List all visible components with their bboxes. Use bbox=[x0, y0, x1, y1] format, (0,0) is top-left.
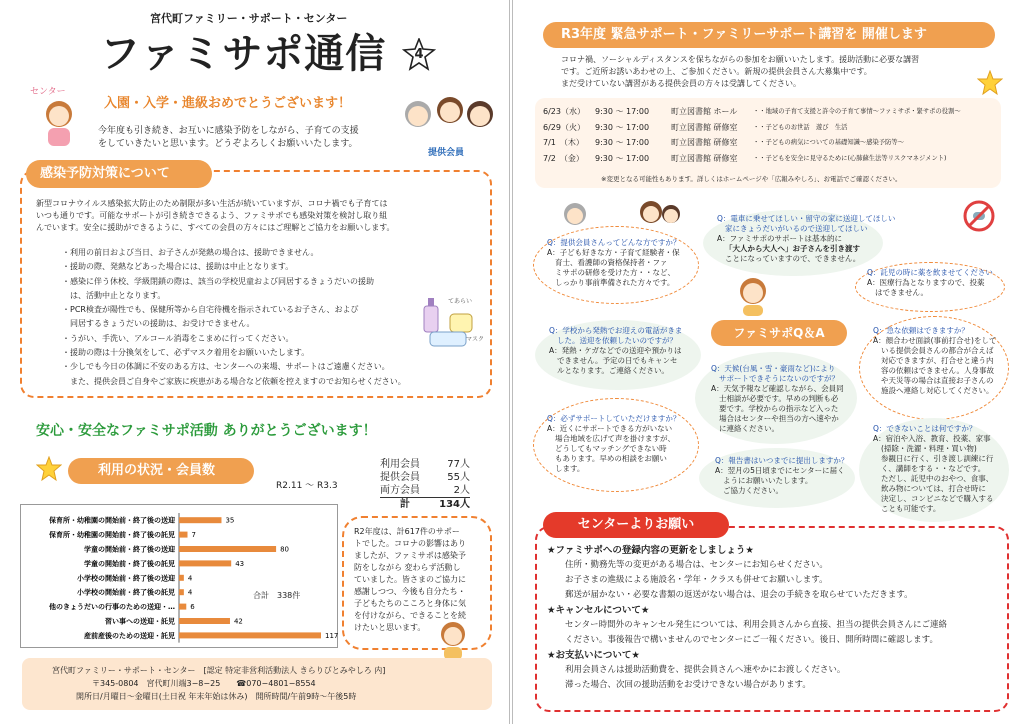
qa-question: サポートできそうにないのですが？ bbox=[719, 374, 839, 383]
qa-answer: A：近くにサポートできる方がいない bbox=[547, 424, 673, 433]
provider-illustration bbox=[400, 92, 498, 142]
intro-line: まだ受けていない講習がある提供会員の方々は受講してください。 bbox=[561, 79, 801, 88]
request-line: お子さまの進級による施設名・学年・クラスも併せてお願いします。 bbox=[565, 575, 828, 585]
schedule-time: 9:30 〜 17:00 bbox=[595, 122, 650, 132]
requests-content bbox=[547, 544, 1003, 693]
newsletter-title: ファミサポ通信 bbox=[100, 31, 387, 77]
qa-answer: 場合はセンターや担当の方へ速やか bbox=[719, 414, 839, 423]
greeting-line: をしていきたいと思います。どうぞよろしくお願いいたします。 bbox=[98, 139, 358, 149]
qa-answer: いる提供会員さんの都合が合えば bbox=[881, 346, 994, 355]
chart-value-label: 117 bbox=[325, 631, 339, 640]
chart-bar bbox=[179, 632, 321, 638]
member-label: 利用会員 bbox=[380, 459, 420, 470]
chart-value-label: 42 bbox=[233, 617, 243, 626]
note-line: R2年度は、計617件のサポー bbox=[354, 527, 460, 536]
qa-answer: ことも可能です。 bbox=[881, 504, 941, 513]
infection-intro bbox=[36, 198, 395, 234]
thanks-banner: 安心・安全なファミサポ活動 ありがとうございます！ bbox=[36, 423, 377, 439]
qa-question: Q：必ずサポートしていただけますか？ bbox=[547, 414, 681, 423]
infection-bullets bbox=[62, 246, 406, 389]
qa-item bbox=[711, 364, 844, 434]
qa-answer: はできません。 bbox=[875, 288, 928, 297]
qa-answer: A：子ども好きな方・子育て経験者・保 bbox=[547, 248, 680, 257]
chart-bar bbox=[179, 560, 231, 566]
qa-answer: ようにお願いいたします。 bbox=[723, 476, 813, 485]
qa-item bbox=[547, 414, 680, 474]
qa-question: Q：急な依頼はできますか？ bbox=[873, 326, 969, 335]
intro-line: コロナ禍、ソーシャルディスタンスを保ちながらの参加をお願いいたします。援助活動に必要な講習 bbox=[561, 55, 920, 64]
request-line: センター時間外のキャンセル発生については、利用会員さんから直接、担当の提供会員さんにご連絡 bbox=[565, 620, 947, 630]
staff-illustration bbox=[735, 276, 771, 316]
center-label: センター bbox=[30, 87, 66, 97]
qa-answer: どうしてもマッチングできない時 bbox=[555, 444, 667, 453]
member-row bbox=[380, 458, 470, 471]
bullet-item: ・感染に伴う休校、学級閉鎖の際は、該当の学校児童および同居するきょうだいの援助 bbox=[62, 276, 374, 286]
no-medicine-icon bbox=[963, 200, 995, 232]
chart-value-label: 43 bbox=[235, 559, 245, 568]
intro-line: です。ご近所お誘いあわせの上、ご参加ください。新規の提供会員さん大募集中です。 bbox=[561, 67, 872, 76]
request-line: 郵送が届かない・必要な書類の返送がない場合は、退会の手続きを取らせていただきます。 bbox=[565, 590, 913, 600]
bullet-item: ・援助の際は十分換気をして、必ずマスク着用をお願いいたします。 bbox=[62, 348, 310, 358]
qa-answer: A：宿泊や入浴、教育、投薬、家事 bbox=[873, 434, 991, 443]
qa-answer: 対応できますが、打合せと違う内 bbox=[881, 356, 994, 365]
usage-header: 利用の状況・会員数 bbox=[68, 458, 254, 484]
member-counts bbox=[380, 458, 470, 511]
usage-bar-chart bbox=[21, 505, 339, 649]
chart-bar bbox=[179, 589, 184, 595]
member-total-label: 計 bbox=[400, 499, 410, 510]
chart-value-label: 7 bbox=[191, 531, 196, 540]
chart-category-label: 小学校の開始前・終了後の送迎 bbox=[77, 574, 175, 583]
chart-bar bbox=[179, 532, 187, 538]
qa-answer: や天災等の場合は直接お子さんの bbox=[881, 376, 994, 385]
usage-chart bbox=[20, 504, 338, 648]
qa-answer: ルとなります。ご連絡ください。 bbox=[557, 366, 669, 375]
note-line: ていました。皆さまのご協力に bbox=[354, 575, 466, 584]
chart-total bbox=[253, 590, 300, 601]
schedule-place: 町立図書館 研修室 bbox=[671, 153, 738, 163]
bullet-item: 同居するきょうだいの援助は、お受けできません。 bbox=[62, 319, 255, 329]
qa-answer: 要です。学校からの指示など入った bbox=[719, 404, 839, 413]
chart-value-label: 80 bbox=[280, 545, 290, 554]
note-line: ましたが、ファミサポは感染予 bbox=[354, 551, 466, 560]
footer-contact bbox=[52, 677, 385, 690]
schedule-topic: ・・子どもを安全に見守るために(心肺蘇生法等リスクマネジメント) bbox=[753, 154, 947, 162]
schedule-time: 9:30 〜 17:00 bbox=[595, 107, 650, 116]
schedule-topic: ・・地域の子育て支援と許令の子育て事情〜ファミサポ・緊サポの役割〜 bbox=[753, 108, 961, 115]
qa-answer: 場合地域を広げて声を掛けますが、 bbox=[555, 434, 675, 443]
qa-answer: 施設へ連絡し対応してください。 bbox=[881, 386, 994, 395]
usage-period: R2.11 〜 R3.3 bbox=[276, 481, 338, 491]
request-title: ★お支払いについて★ bbox=[547, 650, 640, 661]
chart-bar bbox=[179, 604, 186, 610]
issue-number: 4 bbox=[414, 47, 424, 62]
qa-answer: 参観日に行く、引き渡し訓練に行 bbox=[881, 454, 994, 463]
qa-answer: A：医療行為となりますので、投薬 bbox=[867, 278, 985, 287]
intro-line: 新型コロナウイルス感染拡大防止のため制限が多い生活が続いていますが、コロナ禍でも子育ては bbox=[36, 199, 388, 208]
staff-illustration bbox=[436, 620, 470, 660]
qa-answer: 飲み物については、打合せ時に bbox=[881, 484, 986, 493]
course-header: R3年度 緊急サポート・ファミリーサポート講習を 開催します bbox=[543, 22, 995, 48]
qa-item bbox=[867, 268, 993, 298]
org-header: 宮代町ファミリー・サポート・センター bbox=[150, 12, 348, 25]
schedule-row bbox=[543, 120, 961, 136]
qa-item bbox=[717, 214, 895, 264]
schedule-place: 町立図書館 研修室 bbox=[671, 138, 738, 147]
member-value: 2人 bbox=[453, 485, 470, 496]
chart-bar bbox=[179, 575, 184, 581]
issue-badge bbox=[402, 38, 436, 72]
greeting bbox=[98, 125, 359, 151]
qa-answer: 育士、看護師の資格保持者・ファ bbox=[555, 258, 668, 267]
schedule-list bbox=[543, 104, 961, 166]
chart-category-label: 学童の開始前・終了後の託児 bbox=[84, 559, 175, 568]
chart-value-label: 35 bbox=[225, 516, 235, 525]
member-row bbox=[380, 471, 470, 484]
member-total-row bbox=[380, 498, 470, 511]
qa-answer: に連絡ください。 bbox=[719, 424, 779, 433]
intro-line: いつも通りです。可能なサポートが引き続きできるよう、ファミサポでも感染対策を検討し取り組 bbox=[36, 211, 388, 220]
qa-question: Q：報告書はいつまでに提出しますか？ bbox=[715, 456, 849, 465]
bullet-item: ・うがい、手洗い、アルコール消毒をこまめに行ってください。 bbox=[62, 333, 294, 343]
qa-question: Q：学校から発熱でお迎えの電話がきま bbox=[549, 326, 683, 335]
right-page bbox=[512, 0, 1024, 724]
request-line: 住所・勤務先等の変更がある場合は、センターにお知らせください。 bbox=[565, 560, 828, 570]
chart-bar bbox=[179, 546, 276, 552]
request-line: 利用会員さんは援助活動費を、提供会員さんへ速やかにお渡しください。 bbox=[565, 665, 846, 675]
qa-answer: できません。予定の日でもキャンセ bbox=[557, 356, 678, 365]
infection-header: 感染予防対策について bbox=[26, 160, 212, 188]
bullet-item: ・少しでも今日の体調に不安のある方は、センターへの来場、サポートはご遠慮ください。 bbox=[62, 362, 390, 372]
schedule-time: 9:30 〜 17:00 bbox=[595, 153, 650, 163]
qa-answer: ミサポの研修を受けた方・・など、 bbox=[555, 268, 675, 277]
chart-total-value: 338件 bbox=[277, 591, 301, 600]
footer-line: 宮代町ファミリー・サポート・センター [認定 特定非営利活動法人 きらりびとみやしろ 内] bbox=[52, 666, 386, 675]
bullet-item: ・PCR検査が陽性でも、保健所等から自宅待機を指示されているお子さん、および bbox=[62, 305, 359, 315]
qa-question: 家にきょうだいがいるので送迎してほしい bbox=[725, 224, 868, 233]
schedule-date: 6/23（水） bbox=[543, 107, 585, 116]
qa-question: した。送迎を依頼したいのですが？ bbox=[557, 336, 677, 345]
left-page bbox=[0, 0, 510, 724]
footer-phone: ☎070−4801−8554 bbox=[236, 679, 316, 688]
qa-answer: 「大人から大人へ」お子さんを引き渡す bbox=[725, 244, 860, 253]
subtitle: 入園・入学・進級おめでとうございます！ bbox=[104, 96, 352, 111]
bullet-item: は、活動中止となります。 bbox=[62, 290, 166, 300]
note-line: 防をしながら 変わらず活動し bbox=[354, 563, 461, 572]
schedule-date: 6/29（火） bbox=[543, 122, 585, 132]
note-line: けたいと思います。 bbox=[354, 623, 426, 632]
bullet-item: ・援助の際、発熱などあった場合には、援助は中止となります。 bbox=[62, 262, 294, 272]
qa-item bbox=[549, 326, 682, 376]
schedule-topic: ・・子どもの病気についての基礎知識〜感染予防等〜 bbox=[753, 139, 904, 146]
member-label: 提供会員 bbox=[380, 472, 420, 483]
footer-address: 〒345-0804 宮代町川端3−8−25 bbox=[92, 679, 221, 688]
star-icon bbox=[36, 456, 62, 482]
schedule-place: 町立図書館 ホール bbox=[671, 107, 738, 116]
staff-illustration bbox=[38, 98, 80, 148]
chart-value-label: 6 bbox=[190, 603, 195, 612]
request-title: ★キャンセルについて★ bbox=[547, 605, 650, 616]
qa-question: Q：できないことは何ですか？ bbox=[873, 424, 977, 433]
bullet-item: また、提供会員ご自身やご家族に疾患がある場合など依頼を控えますのでお知らせください。 bbox=[62, 376, 406, 386]
qa-question: Q：提供会員さんってどんな方ですか？ bbox=[547, 238, 681, 247]
qa-item bbox=[873, 326, 996, 396]
schedule-place: 町立図書館 研修室 bbox=[671, 122, 738, 132]
footer-text bbox=[52, 664, 385, 703]
qa-item bbox=[547, 238, 680, 288]
chart-category-label: 小学校の開始前・終了後の託児 bbox=[77, 588, 175, 597]
provider-label: 提供会員 bbox=[428, 148, 465, 158]
qa-answer: します。 bbox=[555, 464, 585, 473]
qa-question: Q：電車に乗せてほしい・留守の家に送迎してほしい bbox=[717, 214, 896, 223]
qa-answer: A：天気予報など確認しながら、会員同 bbox=[711, 384, 844, 393]
qa-answer: ご協力ください。 bbox=[723, 486, 783, 495]
chart-category-label: 保育所・幼稚園の開始前・終了後の送迎 bbox=[49, 516, 175, 525]
qa-answer: A：顔合わせ面談(事前打合せ)をして bbox=[873, 336, 997, 345]
request-lines bbox=[547, 663, 1003, 693]
footer-hours: 開所日/月曜日〜金曜日(土日祝 年末年始は休み) 開所時間/午前9時〜午後5時 bbox=[76, 692, 357, 701]
qa-question: Q：天候(台風・雪・豪雨など)により bbox=[711, 364, 836, 373]
chart-category-label: 習い事への送迎・託児 bbox=[105, 617, 175, 626]
chart-category-label: 産前産後のための送迎・託児 bbox=[84, 631, 175, 640]
qa-answer: しっかり事前準備された方々です。 bbox=[555, 278, 675, 287]
intro-line: んでいます。安全に援助ができるように、すべての会員の方々にはご理解とご協力をお願いします。 bbox=[36, 223, 395, 232]
request-line: 滞った場合、次回の援助活動をお受けできない場合があります。 bbox=[565, 680, 811, 690]
schedule-topic: ・・子どものお世話 遊び 生活 bbox=[753, 123, 848, 131]
qa-answer: A：ファミサポのサポートは基本的に bbox=[717, 234, 842, 243]
member-value: 77人 bbox=[447, 459, 470, 470]
request-line: ください。事後報告で構いませんのでセンターにご一報ください。後日、開所時間に確認します。 bbox=[565, 635, 938, 645]
schedule-date: 7/2 （金） bbox=[543, 153, 584, 163]
bullet-item: ・利用の前日および当日、お子さんが発熱の場合は、援助できません。 bbox=[62, 248, 319, 257]
requests-header: センターよりお願い bbox=[543, 512, 729, 538]
star-icon bbox=[977, 70, 1003, 96]
chart-value-label: 4 bbox=[187, 574, 193, 583]
course-intro bbox=[561, 54, 919, 90]
schedule-time: 9:30 〜 17:00 bbox=[595, 138, 650, 147]
qa-answer: く、講師をする・・などです。 bbox=[881, 464, 986, 473]
member-label: 両方会員 bbox=[380, 485, 420, 496]
qa-answer: ただし、託児中のおやつ、食事、 bbox=[881, 474, 994, 483]
schedule-row bbox=[543, 135, 961, 151]
request-lines bbox=[547, 618, 1003, 648]
chart-total-label: 合計 bbox=[253, 591, 269, 600]
schedule-date: 7/1 （木） bbox=[543, 138, 584, 147]
qa-item bbox=[715, 456, 848, 496]
qa-answer: 決定し、コンビニなどで購入する bbox=[881, 494, 994, 503]
greeting-line: 今年度も引き続き、お互いに感染予防をしながら、子育ての支援 bbox=[98, 126, 359, 136]
member-row bbox=[380, 484, 470, 498]
chart-category-label: 他のきょうだいの行事のための送迎・… bbox=[49, 603, 175, 612]
member-value: 55人 bbox=[447, 472, 470, 483]
sticker-label: マスク bbox=[466, 336, 485, 343]
schedule-row bbox=[543, 104, 961, 120]
qa-item bbox=[873, 424, 994, 514]
qa-answer: 士相談が必要です。早めの判断も必 bbox=[719, 394, 839, 403]
chart-category-label: 保育所・幼稚園の開始前・終了後の託児 bbox=[49, 531, 175, 540]
note-line: トでした。コロナの影響はあり bbox=[354, 539, 466, 548]
chart-value-label: 4 bbox=[187, 588, 193, 597]
qa-title: ファミサポQ＆A bbox=[711, 320, 847, 346]
note-line: 子どもたちのこころと身体に気 bbox=[354, 599, 466, 608]
sticker-label: てあらい bbox=[448, 298, 473, 305]
qa-answer: A：翌月の5日頃までにセンターに届く bbox=[715, 466, 845, 475]
member-total-value: 134人 bbox=[439, 499, 470, 510]
qa-answer: (掃除・洗濯・料理・買い物) bbox=[881, 444, 977, 453]
note-line: 感謝しつつ、今後も自分たち・ bbox=[354, 587, 466, 596]
chart-bar bbox=[179, 517, 221, 523]
usage-note bbox=[354, 526, 466, 634]
qa-answer: もあります。早めの相談をお願い bbox=[555, 454, 667, 463]
chart-bar bbox=[179, 618, 230, 624]
qa-answer: ことになっていますので、できません。 bbox=[725, 254, 861, 263]
chart-category-label: 学童の開始前・終了後の送迎 bbox=[84, 545, 175, 554]
qa-question: Q：託児の時に薬を飲ませてください bbox=[867, 268, 993, 277]
note-line: を付けながら、できることを続 bbox=[354, 611, 466, 620]
qa-answer: A：発熱・ケガなどでの送迎や預かりは bbox=[549, 346, 682, 355]
request-lines bbox=[547, 558, 1003, 603]
schedule-note: ※変更となる可能性もあります。詳しくはホームページや「広報みやしろ」、お電話でご確認ください。 bbox=[601, 175, 902, 183]
qa-answer: 容の依頼はできません。人身事故 bbox=[881, 366, 994, 375]
schedule-row bbox=[543, 151, 961, 167]
request-title: ★ファミサポへの登録内容の更新をしましょう★ bbox=[547, 545, 754, 556]
